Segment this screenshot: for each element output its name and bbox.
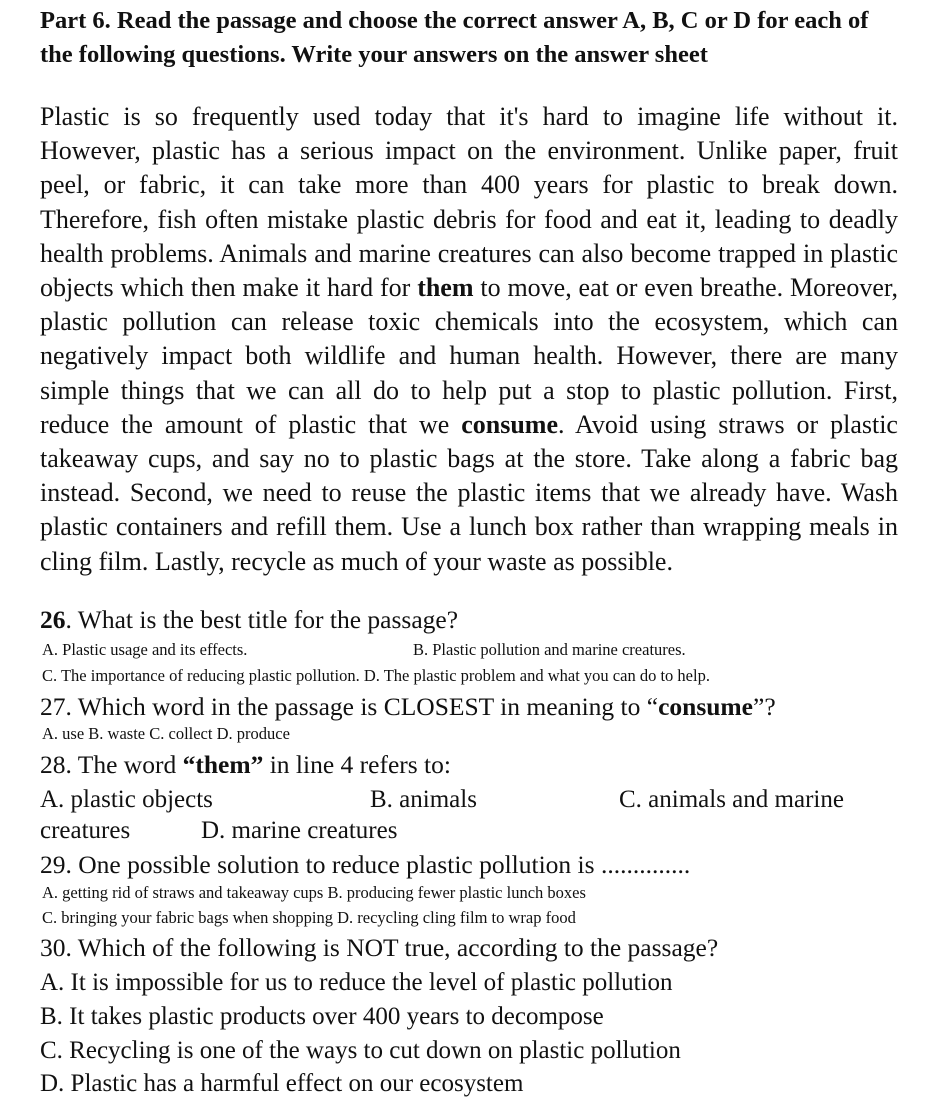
cropped-next-line — [40, 1097, 920, 1106]
passage-bold-them: them — [417, 273, 474, 303]
question-30-option-a: A. It is impossible for us to reduce the level of plastic pollution — [40, 969, 673, 996]
question-26 — [40, 605, 458, 635]
question-29: 29. One possible solution to reduce plastic pollution is .............. — [40, 850, 691, 879]
question-30-option-d: D. Plastic has a harmful effect on our ecosystem — [40, 1070, 524, 1097]
passage-bold-consume: consume — [461, 409, 558, 439]
question-28-text-end: in line 4 refers to: — [263, 750, 451, 779]
question-28-option-b: B. animals — [370, 786, 477, 813]
question-29-options-c-d: C. bringing your fabric bags when shopping D. recycling cling film to wrap food — [42, 908, 576, 927]
reading-passage — [40, 100, 898, 579]
question-28-bold-word: “them” — [182, 750, 264, 779]
passage-text-1: Plastic is so frequently used today that it's hard to imagine life without it. However, plastic has a serious impact on the environment. Unlike paper, fruit peel, or fabric, it can take more than 400 years for plastic to break down. Therefore, fish often mistake plastic debris for food and eat it, leading to deadly health problems. Animals and marine creatures can also become trapped in plastic objects which then make it hard for — [40, 102, 898, 303]
question-27-options: A. use B. waste C. collect D. produce — [42, 724, 290, 743]
question-30-option-b: B. It takes plastic products over 400 years to decompose — [40, 1003, 604, 1030]
passage-text-2: to move, eat or even breathe. Moreover, plastic pollution can release toxic chemicals into the ecosystem, which can negatively impact both wildlife and human health. However, there are many simple things that we can all do to help put a stop to plastic pollution. First, reduce the amount of plastic that we — [40, 273, 898, 439]
question-30-option-c: C. Recycling is one of the ways to cut down on plastic pollution — [40, 1037, 681, 1064]
question-28-text: 28. The word — [40, 750, 183, 779]
question-29-options-a-b: A. getting rid of straws and takeaway cups B. producing fewer plastic lunch boxes — [42, 883, 586, 902]
question-27 — [40, 692, 776, 722]
passage-text-3: . Avoid using straws or plastic takeaway cups, and say no to plastic bags at the store. Take along a fabric bag instead. Second, we need to reuse the plastic items that we already have. Wash plastic containers and refill them. Use a lunch box rather than wrapping meals in cling film. Lastly, recycle as much of your waste as possible. — [40, 409, 898, 576]
question-26-option-a: A. Plastic usage and its effects. — [42, 640, 248, 659]
question-28-option-d: D. marine creatures — [201, 817, 398, 844]
question-28 — [40, 750, 451, 780]
question-26-options-c-d: C. The importance of reducing plastic pollution. D. The plastic problem and what you can do to help. — [42, 666, 710, 685]
question-28-option-c: C. animals and marine — [619, 786, 844, 813]
question-26-option-b: B. Plastic pollution and marine creatures. — [413, 640, 686, 659]
question-27-text: 27. Which word in the passage is CLOSEST in meaning to “ — [40, 692, 659, 721]
question-27-bold-word: consume — [658, 692, 753, 721]
question-27-text-end: ”? — [753, 692, 776, 721]
section-heading: Part 6. Read the passage and choose the correct answer A, B, C or D for each of the following questions. Write your answers on the answer sheet — [40, 7, 869, 68]
question-26-text: . What is the best title for the passage? — [65, 605, 459, 634]
question-26-number: 26 — [40, 605, 66, 634]
question-28-option-a: A. plastic objects — [40, 786, 213, 813]
question-30: 30. Which of the following is NOT true, according to the passage? — [40, 933, 719, 962]
question-28-option-c-continued: creatures — [40, 817, 131, 844]
